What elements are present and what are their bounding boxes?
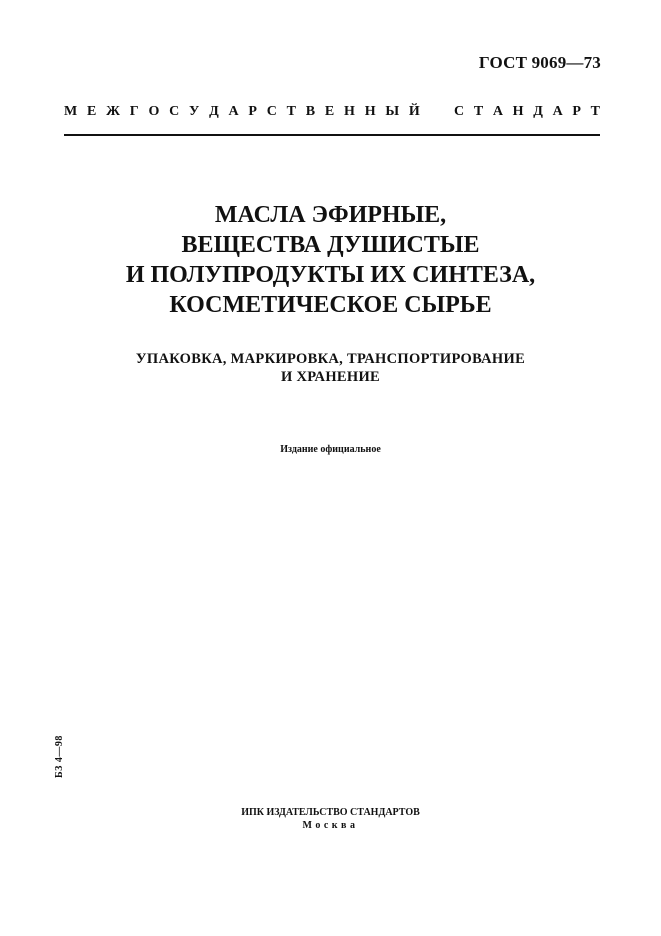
heading-letter: Н [364,104,376,119]
heading-letter: Н [512,104,524,119]
heading-letter: Н [344,104,355,119]
heading-letter: Е [324,104,335,119]
subtitle-line-1: УПАКОВКА, МАРКИРОВКА, ТРАНСПОРТИРОВАНИЕ [135,351,526,367]
heading-letter: А [228,104,239,119]
standard-type-word-2 [454,104,600,120]
standard-type-word-1 [64,104,420,120]
heading-letter: Р [572,104,581,119]
heading-letter: Ы [385,104,400,119]
heading-letter: Т [473,104,484,119]
document-title [0,200,661,320]
document-subtitle [0,350,661,386]
side-catalog-code: БЗ 4—98 [54,735,65,778]
heading-letter: Ж [106,104,120,119]
edition-note: Издание официальное [280,444,381,455]
heading-letter: А [492,104,503,119]
subtitle-line-2: И ХРАНЕНИЕ [280,369,381,385]
publisher-name: ИПК ИЗДАТЕЛЬСТВО СТАНДАРТОВ [241,807,420,818]
heading-letter: С [266,104,277,119]
heading-letter: С [169,104,180,119]
title-line-4: КОСМЕТИЧЕСКОЕ СЫРЬЕ [169,292,492,318]
heading-letter: Т [590,104,600,119]
heading-letter: Й [408,104,420,119]
title-line-1: МАСЛА ЭФИРНЫЕ, [214,202,447,228]
title-line-3: И ПОЛУПРОДУКТЫ ИХ СИНТЕЗА, [125,262,536,288]
heading-letter: А [552,104,563,119]
title-line-2: ВЕЩЕСТВА ДУШИСТЫЕ [181,232,480,258]
header-divider [64,134,600,136]
heading-letter: В [305,104,316,119]
heading-letter: С [454,104,465,119]
heading-letter: Т [286,104,297,119]
heading-letter: О [148,104,160,119]
heading-letter: Г [129,104,139,119]
heading-letter: Д [533,104,543,119]
publisher-city: Москва [302,820,359,831]
standard-type-heading [64,104,600,120]
heading-letter: М [64,104,78,119]
gost-number: ГОСТ 9069—73 [478,53,601,72]
heading-letter: Д [209,104,219,119]
heading-letter: У [189,104,200,119]
heading-letter: Е [87,104,97,119]
heading-letter: Р [248,104,257,119]
